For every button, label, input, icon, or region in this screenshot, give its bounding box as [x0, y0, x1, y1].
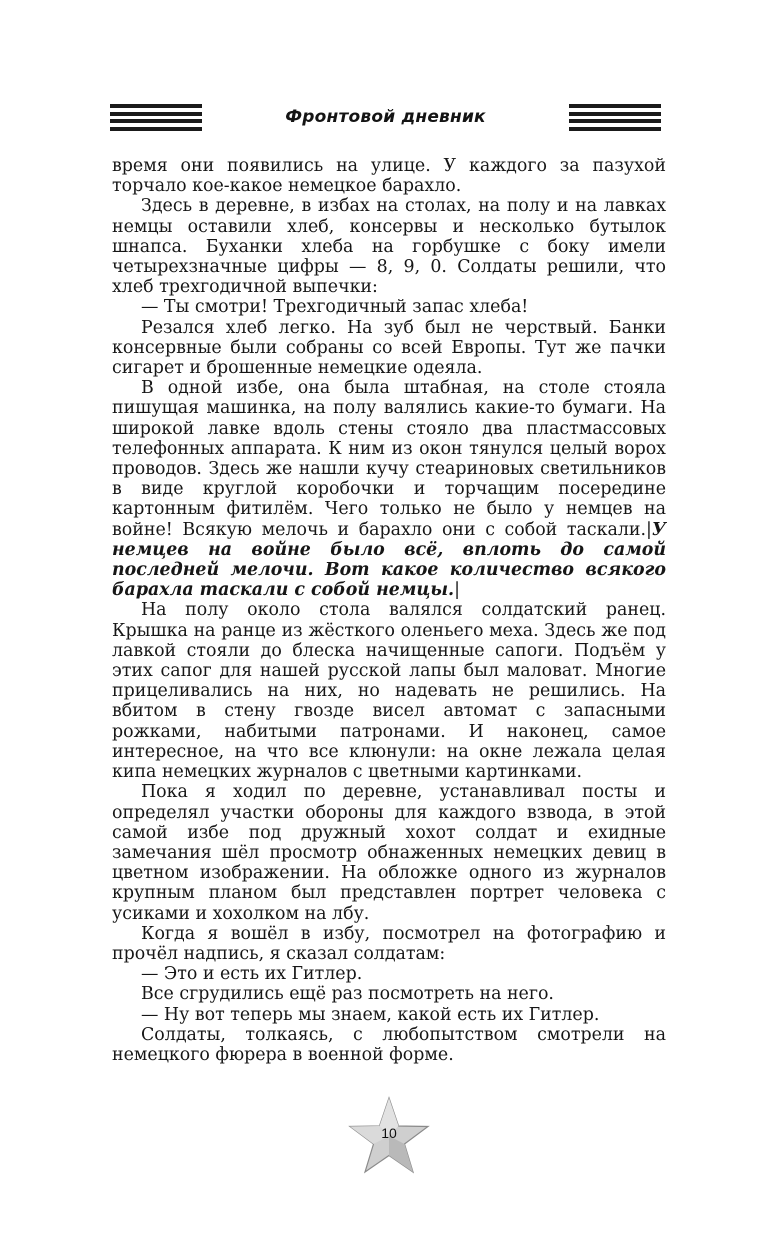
- body-text: [112, 156, 666, 1065]
- stripe: [569, 104, 661, 108]
- header-left-stripes: [110, 104, 202, 131]
- paragraph: — Ты смотри! Трехгодичный запас хлеба!: [141, 297, 529, 318]
- stripe: [110, 112, 202, 116]
- paragraph-with-annotation: [112, 378, 666, 600]
- paragraph: Здесь в деревне, в избах на столах, на полу и на лавках немцы оставили хлеб, консервы и несколько бутылок шнапса. Буханки хлеба на горбушке с боку имели четырехзначные цифры — 8, 9, 0. Солдаты решили, что хлеб трехгодичной выпечки:: [112, 196, 666, 298]
- stripe: [569, 119, 661, 123]
- paragraph: Резался хлеб легко. На зуб был не черствый. Банки консервные были собраны со всей Европы. Тут же пачки сигарет и брошенные немецкие одеяла.: [112, 317, 666, 379]
- paragraph: — Ну вот теперь мы знаем, какой есть их Гитлер.: [141, 1004, 600, 1025]
- paragraph-text: В одной избе, она была штабная, на столе стояла пишущая машинка, на полу валялись какие-то бумаги. На широкой лавке вдоль стены стояло два пластмассовых телефонных аппарата. К ним из окон тянулся целый ворох проводов. Здесь же нашли кучу стеариновых светильников в виде круглой коробочки и торчащим посередине картонным фитилём. Чего только не было у немцев на войне! Всякую мелочь и барахло они с собой таскали.: [112, 378, 666, 540]
- stripe: [110, 127, 202, 131]
- stripe: [569, 127, 661, 131]
- paragraph: Солдаты, толкаясь, с любопытством смотрели на немецкого фюрера в военной форме.: [112, 1024, 666, 1065]
- paragraph: Когда я вошёл в избу, посмотрел на фотографию и прочёл надпись, я сказал солдатам:: [112, 923, 666, 964]
- running-header: [110, 100, 661, 134]
- stripe: [569, 112, 661, 116]
- annotation-close-mark: |: [454, 580, 460, 601]
- stripe: [110, 119, 202, 123]
- stripe: [110, 104, 202, 108]
- page-number: 10: [381, 1125, 397, 1141]
- paragraph: — Это и есть их Гитлер.: [141, 964, 363, 985]
- annotation-note: У немцев на войне было всё, вплоть до самой последней мелочи. Вот какое количество всякого барахла таскали с собой немцы.: [112, 519, 666, 601]
- header-right-stripes: [569, 104, 661, 131]
- paragraph: На полу около стола валялся солдатский ранец. Крышка на ранце из жёсткого оленьего меха. Здесь же под лавкой стояли до блеска начищенные сапоги. Подъём у этих сапог для нашей русской лапы был маловат. Многие прицеливались на них, но надевать не решились. На вбитом в стену гвозде висел автомат с запасными рожками, набитыми патронами. И наконец, самое интересное, на что все клюнули: на окне лежала целая кипа немецких журналов с цветными картинками.: [112, 600, 666, 783]
- page-number-star: [348, 1096, 430, 1174]
- header-title: Фронтовой дневник: [285, 107, 486, 127]
- paragraph: Все сгрудились ещё раз посмотреть на него.: [141, 984, 554, 1005]
- paragraph: время они появились на улице. У каждого за пазухой торчало кое-какое немецкое барахло.: [112, 156, 666, 197]
- annotation-open-mark: |: [646, 519, 652, 540]
- paragraph: Пока я ходил по деревне, устанавливал посты и определял участки обороны для каждого взвода, в этой самой избе под дружный хохот солдат и ехидные замечания шёл просмотр обнаженных немецких девиц в цветном изображении. На обложке одного из журналов крупным планом был представлен портрет человека с усиками и хохолком на лбу.: [112, 782, 666, 924]
